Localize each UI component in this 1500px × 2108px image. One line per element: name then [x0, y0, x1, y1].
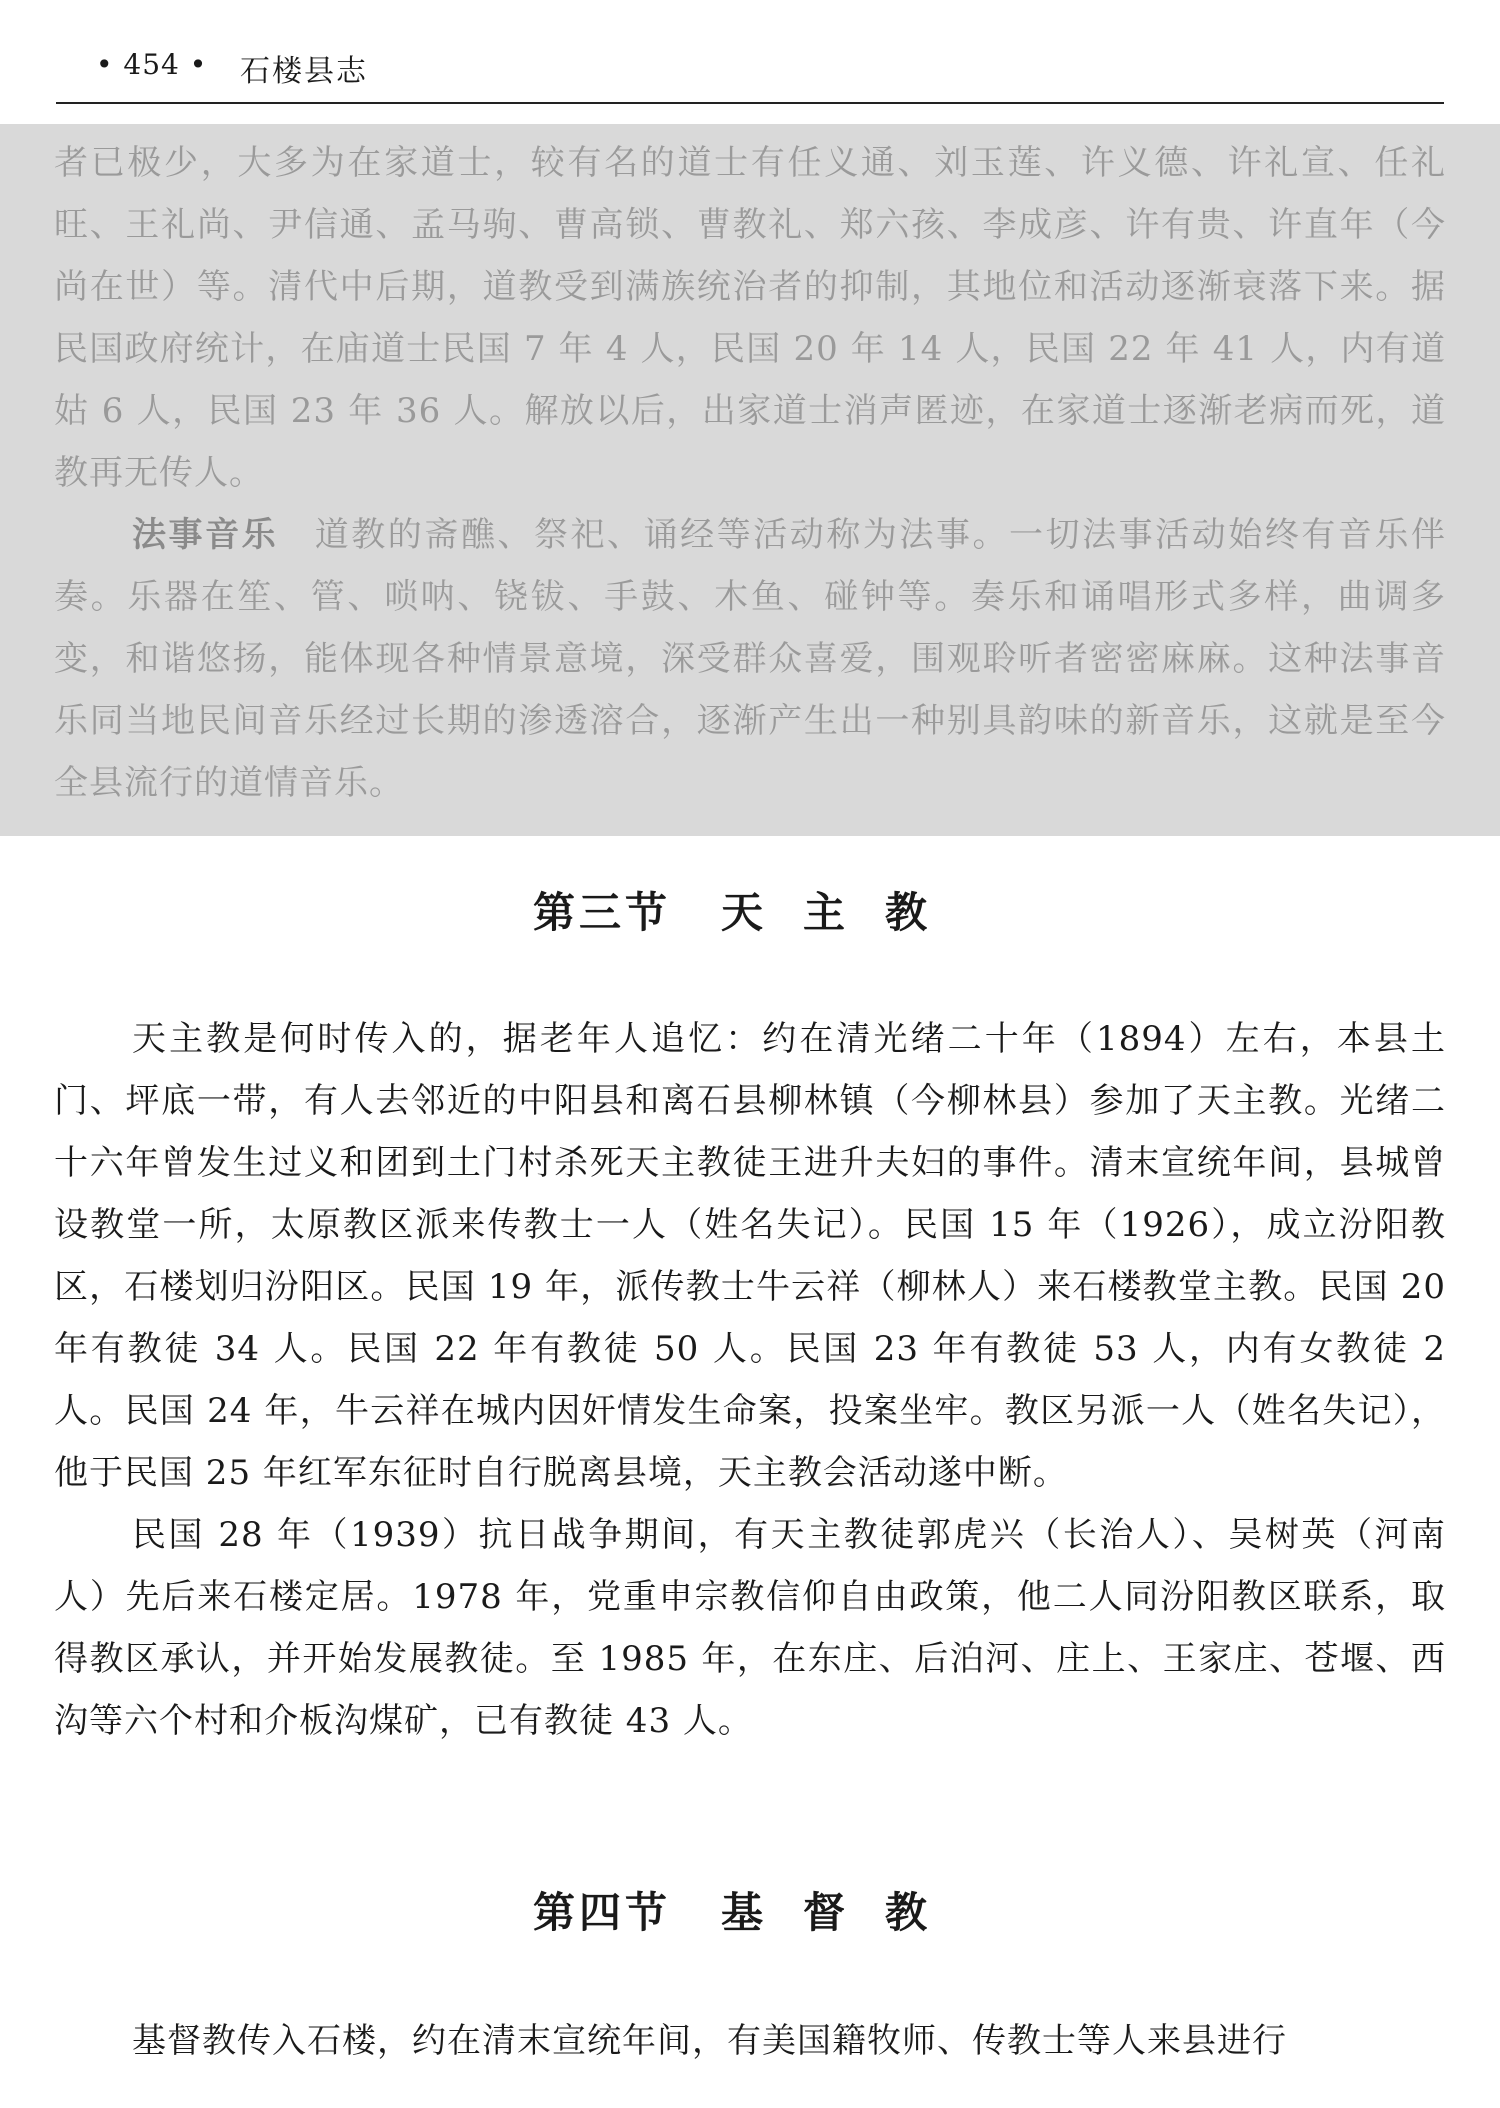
- ritual-music-heading: 法事音乐: [132, 515, 279, 555]
- book-title: 石楼县志: [240, 54, 368, 89]
- section-3-paragraph: 天主教是何时传入的，据老年人追忆：约在清光绪二十年（1894）左右，本县土门、坪底一带，有人去邻近的中阳县和离石县柳林镇（今柳林县）参加了天主教。光绪二十六年曾发生过义和团到土门村杀死天主教徒王进升夫妇的事件。清末宣统年间，县城曾设教堂一所，太原教区派来传教士一人（姓名失记）。民国 15 年（1926），成立汾阳教区，石楼划归汾阳区。民国 19 年，派传教士牛云祥（柳林人）来石楼教堂主教。民国 20 年有教徒 34 人。民国 22 年有教徒 50 人。民国 23 年有教徒 53 人，内有女教徒 2 人。民国 24 年，牛云祥在城内因奸情发生命案，投案坐牢。教区另派一人（姓名失记），他于民国 25 年红军东征时自行脱离县境，天主教会活动遂中断。: [54, 1019, 1446, 1493]
- page-header: [56, 42, 1444, 104]
- taoism-continued-text: [54, 132, 1446, 814]
- taoism-paragraph: 者已极少，大多为在家道士，较有名的道士有任义通、刘玉莲、许义德、许礼宣、任礼旺、王礼尚、尹信通、孟马驹、曹高锁、曹教礼、郑六孩、李成彦、许有贵、许直年（今尚在世）等。清代中后期，道教受到满族统治者的抑制，其地位和活动逐渐衰落下来。据民国政府统计，在庙道士民国 7 年 4 人，民国 20 年 14 人，民国 22 年 41 人，内有道姑 6 人，民国 23 年 36 人。解放以后，出家道士消声匿迹，在家道士逐渐老病而死，道教再无传人。: [54, 143, 1446, 493]
- section-3-title: 天主教: [721, 888, 968, 937]
- section-4-title: 基督教: [721, 1888, 968, 1937]
- section-3-body: [54, 1008, 1446, 1752]
- section-4-body: [54, 2010, 1446, 2072]
- ritual-music-paragraph: [54, 504, 1446, 814]
- section-4-paragraph: 基督教传入石楼，约在清末宣统年间，有美国籍牧师、传教士等人来县进行: [132, 2021, 1287, 2061]
- page-number: • 454 •: [96, 48, 208, 81]
- section-4-heading: [0, 1880, 1500, 1940]
- ritual-music-text: 道教的斋醮、祭祀、诵经等活动称为法事。一切法事活动始终有音乐伴奏。乐器在笙、管、唢呐、铙钹、手鼓、木鱼、碰钟等。奏乐和诵唱形式多样，曲调多变，和谐悠扬，能体现各种情景意境，深受群众喜爱，围观聆听者密密麻麻。这种法事音乐同当地民间音乐经过长期的渗透溶合，逐渐产生出一种别具韵味的新音乐，这就是至今全县流行的道情音乐。: [54, 515, 1447, 803]
- section-4-number: 第四节: [532, 1888, 671, 1937]
- section-3-number: 第三节: [532, 888, 671, 937]
- section-3-heading: [0, 880, 1500, 940]
- section-3-paragraph: 民国 28 年（1939）抗日战争期间，有天主教徒郭虎兴（长治人）、吴树英（河南人）先后来石楼定居。1978 年，党重申宗教信仰自由政策，他二人同汾阳教区联系，取得教区承认，并开始发展教徒。至 1985 年，在东庄、后泊河、庄上、王家庄、苍堰、西沟等六个村和介板沟煤矿，已有教徒 43 人。: [54, 1515, 1446, 1741]
